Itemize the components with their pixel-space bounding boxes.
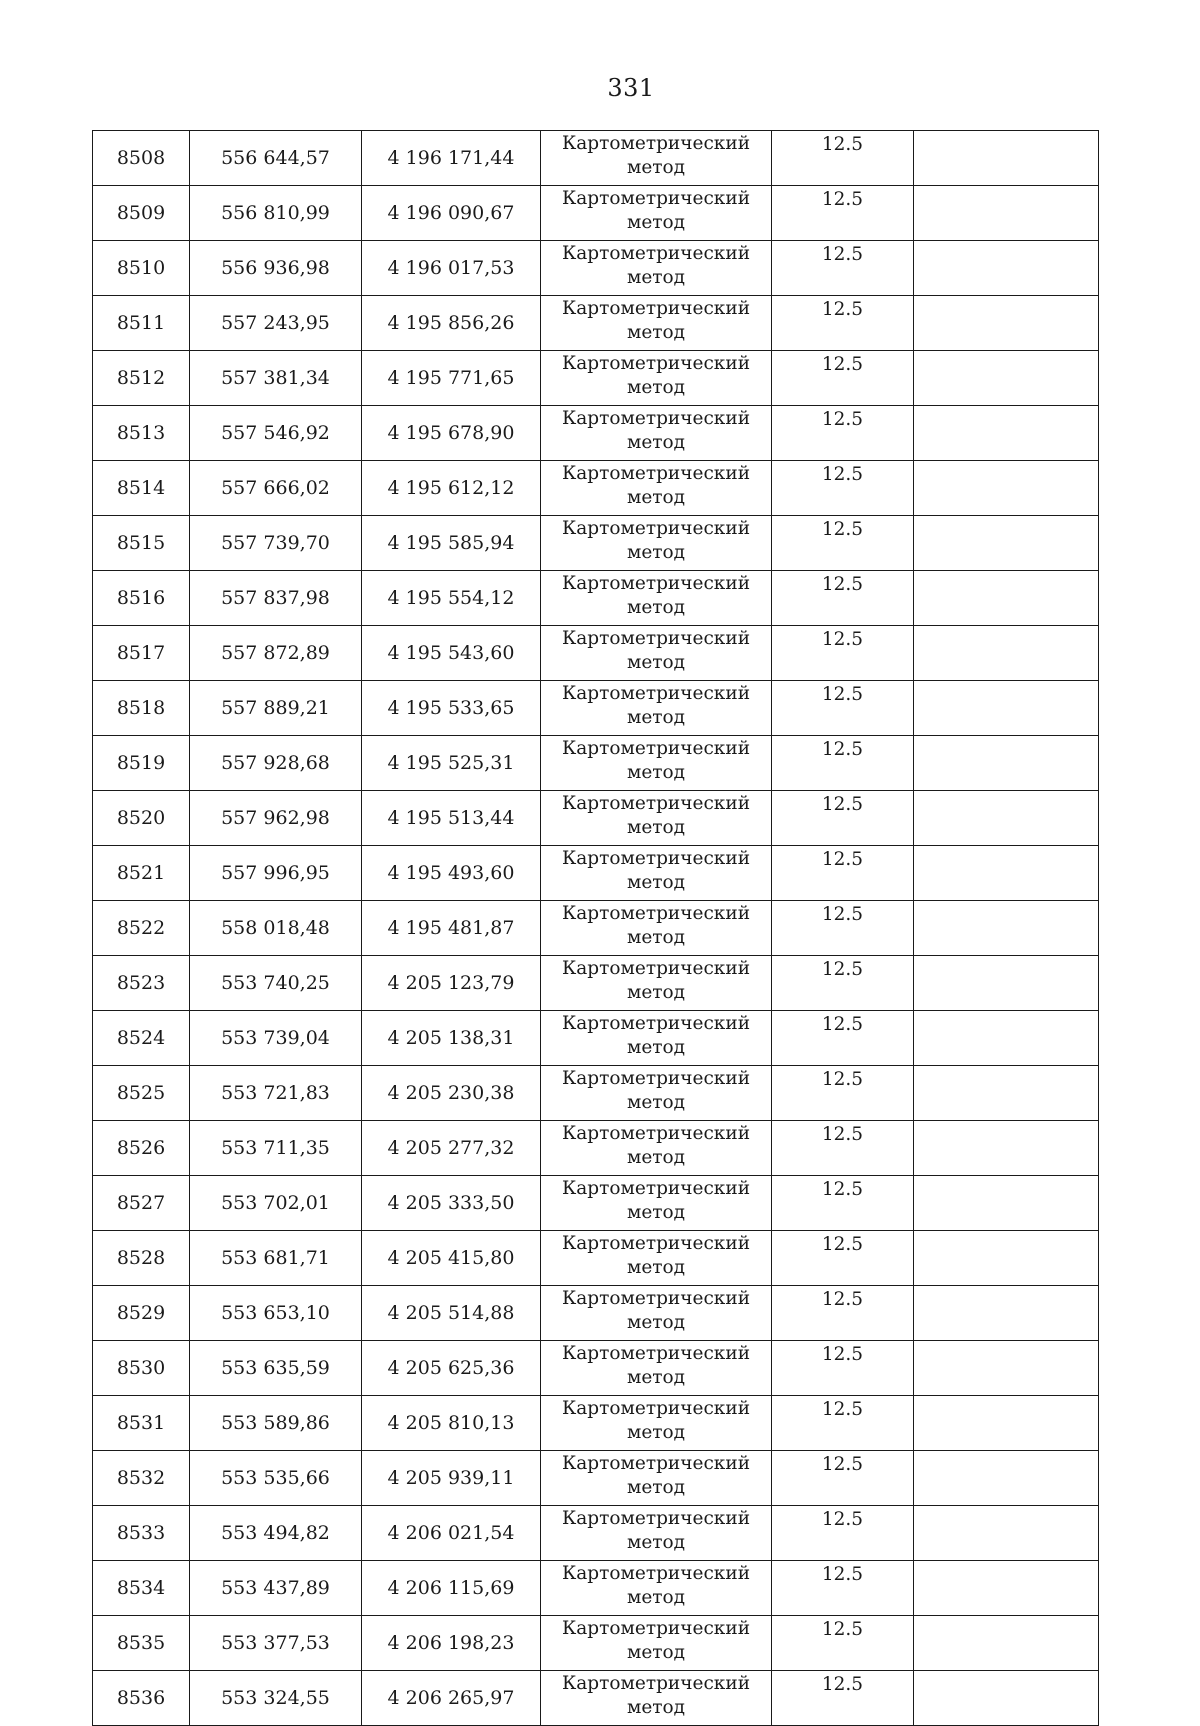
x-coordinate-cell: 557 666,02 [190, 461, 362, 516]
method-line-1: Картометрический [561, 1178, 751, 1199]
y-coordinate-cell: 4 195 493,60 [362, 846, 541, 901]
table-row [93, 1121, 1099, 1176]
note-cell [914, 1341, 1099, 1396]
x-coordinate-cell: 553 740,25 [190, 956, 362, 1011]
x-coordinate-cell: 553 535,66 [190, 1451, 362, 1506]
accuracy-cell: 12.5 [772, 846, 914, 901]
method-line-1: Картометрический [561, 628, 751, 649]
accuracy-cell: 12.5 [772, 1341, 914, 1396]
method-cell [541, 1616, 772, 1671]
method-line-2: метод [626, 267, 686, 288]
note-cell [914, 186, 1099, 241]
table-row [93, 791, 1099, 846]
x-coordinate-cell: 557 996,95 [190, 846, 362, 901]
x-coordinate-cell: 557 546,92 [190, 406, 362, 461]
method-line-1: Картометрический [561, 188, 751, 209]
method-line-1: Картометрический [561, 1508, 751, 1529]
method-line-2: метод [626, 1642, 686, 1663]
method-line-2: метод [626, 597, 686, 618]
table-row [93, 1506, 1099, 1561]
method-line-1: Картометрический [561, 518, 751, 539]
note-cell [914, 956, 1099, 1011]
table-row [93, 1451, 1099, 1506]
method-line-1: Картометрический [561, 1013, 751, 1034]
method-cell [541, 296, 772, 351]
x-coordinate-cell: 553 721,83 [190, 1066, 362, 1121]
y-coordinate-cell: 4 195 481,87 [362, 901, 541, 956]
x-coordinate-cell: 557 243,95 [190, 296, 362, 351]
method-line-2: метод [626, 872, 686, 893]
table-row [93, 846, 1099, 901]
method-cell [541, 1506, 772, 1561]
note-cell [914, 736, 1099, 791]
method-line-1: Картометрический [561, 738, 751, 759]
x-coordinate-cell: 553 494,82 [190, 1506, 362, 1561]
method-cell [541, 1451, 772, 1506]
y-coordinate-cell: 4 205 415,80 [362, 1231, 541, 1286]
method-cell [541, 846, 772, 901]
accuracy-cell: 12.5 [772, 1451, 914, 1506]
method-line-1: Картометрический [561, 1673, 751, 1694]
table-row [93, 461, 1099, 516]
x-coordinate-cell: 553 437,89 [190, 1561, 362, 1616]
point-number-cell: 8516 [93, 571, 190, 626]
coordinates-table [92, 130, 1099, 1726]
y-coordinate-cell: 4 205 138,31 [362, 1011, 541, 1066]
table-row [93, 681, 1099, 736]
method-line-2: метод [626, 212, 686, 233]
accuracy-cell: 12.5 [772, 1121, 914, 1176]
method-cell [541, 1066, 772, 1121]
method-cell [541, 461, 772, 516]
table-row [93, 736, 1099, 791]
y-coordinate-cell: 4 196 090,67 [362, 186, 541, 241]
x-coordinate-cell: 553 635,59 [190, 1341, 362, 1396]
accuracy-cell: 12.5 [772, 1616, 914, 1671]
accuracy-cell: 12.5 [772, 626, 914, 681]
y-coordinate-cell: 4 205 625,36 [362, 1341, 541, 1396]
method-cell [541, 791, 772, 846]
x-coordinate-cell: 556 644,57 [190, 131, 362, 186]
table-row [93, 406, 1099, 461]
method-line-2: метод [626, 1147, 686, 1168]
method-line-2: метод [626, 1312, 686, 1333]
method-line-1: Картометрический [561, 903, 751, 924]
page-number: 331 [607, 74, 655, 102]
x-coordinate-cell: 557 872,89 [190, 626, 362, 681]
method-cell [541, 1176, 772, 1231]
method-line-2: метод [626, 1532, 686, 1553]
method-cell [541, 241, 772, 296]
note-cell [914, 1231, 1099, 1286]
note-cell [914, 1286, 1099, 1341]
y-coordinate-cell: 4 195 513,44 [362, 791, 541, 846]
method-line-1: Картометрический [561, 1453, 751, 1474]
x-coordinate-cell: 556 936,98 [190, 241, 362, 296]
table-row [93, 131, 1099, 186]
table-row [93, 1066, 1099, 1121]
y-coordinate-cell: 4 195 856,26 [362, 296, 541, 351]
method-line-2: метод [626, 817, 686, 838]
method-cell [541, 1121, 772, 1176]
accuracy-cell: 12.5 [772, 406, 914, 461]
table-row [93, 241, 1099, 296]
note-cell [914, 791, 1099, 846]
accuracy-cell: 12.5 [772, 186, 914, 241]
y-coordinate-cell: 4 195 543,60 [362, 626, 541, 681]
y-coordinate-cell: 4 195 525,31 [362, 736, 541, 791]
accuracy-cell: 12.5 [772, 1176, 914, 1231]
y-coordinate-cell: 4 205 277,32 [362, 1121, 541, 1176]
x-coordinate-cell: 553 589,86 [190, 1396, 362, 1451]
y-coordinate-cell: 4 206 115,69 [362, 1561, 541, 1616]
accuracy-cell: 12.5 [772, 1561, 914, 1616]
x-coordinate-cell: 557 739,70 [190, 516, 362, 571]
y-coordinate-cell: 4 206 265,97 [362, 1671, 541, 1726]
x-coordinate-cell: 553 377,53 [190, 1616, 362, 1671]
table-row [93, 1671, 1099, 1726]
note-cell [914, 461, 1099, 516]
accuracy-cell: 12.5 [772, 1286, 914, 1341]
point-number-cell: 8515 [93, 516, 190, 571]
method-cell [541, 1341, 772, 1396]
table-row [93, 296, 1099, 351]
x-coordinate-cell: 553 711,35 [190, 1121, 362, 1176]
note-cell [914, 681, 1099, 736]
accuracy-cell: 12.5 [772, 131, 914, 186]
table-row [93, 901, 1099, 956]
accuracy-cell: 12.5 [772, 791, 914, 846]
x-coordinate-cell: 557 381,34 [190, 351, 362, 406]
method-cell [541, 571, 772, 626]
point-number-cell: 8532 [93, 1451, 190, 1506]
method-line-1: Картометрический [561, 683, 751, 704]
note-cell [914, 901, 1099, 956]
point-number-cell: 8511 [93, 296, 190, 351]
note-cell [914, 1011, 1099, 1066]
point-number-cell: 8535 [93, 1616, 190, 1671]
method-line-2: метод [626, 1422, 686, 1443]
point-number-cell: 8521 [93, 846, 190, 901]
point-number-cell: 8520 [93, 791, 190, 846]
method-cell [541, 1396, 772, 1451]
method-cell [541, 626, 772, 681]
method-cell [541, 901, 772, 956]
method-line-1: Картометрический [561, 1233, 751, 1254]
method-line-1: Картометрический [561, 1563, 751, 1584]
point-number-cell: 8522 [93, 901, 190, 956]
accuracy-cell: 12.5 [772, 681, 914, 736]
note-cell [914, 846, 1099, 901]
accuracy-cell: 12.5 [772, 1671, 914, 1726]
note-cell [914, 351, 1099, 406]
y-coordinate-cell: 4 206 198,23 [362, 1616, 541, 1671]
method-cell [541, 406, 772, 461]
table-row [93, 351, 1099, 406]
accuracy-cell: 12.5 [772, 1231, 914, 1286]
accuracy-cell: 12.5 [772, 516, 914, 571]
note-cell [914, 1616, 1099, 1671]
y-coordinate-cell: 4 205 514,88 [362, 1286, 541, 1341]
method-line-2: метод [626, 377, 686, 398]
point-number-cell: 8531 [93, 1396, 190, 1451]
method-cell [541, 1231, 772, 1286]
method-cell [541, 1671, 772, 1726]
table-row [93, 571, 1099, 626]
table-row [93, 626, 1099, 681]
y-coordinate-cell: 4 205 230,38 [362, 1066, 541, 1121]
accuracy-cell: 12.5 [772, 241, 914, 296]
note-cell [914, 131, 1099, 186]
note-cell [914, 1066, 1099, 1121]
note-cell [914, 626, 1099, 681]
accuracy-cell: 12.5 [772, 1011, 914, 1066]
y-coordinate-cell: 4 195 554,12 [362, 571, 541, 626]
point-number-cell: 8526 [93, 1121, 190, 1176]
x-coordinate-cell: 553 739,04 [190, 1011, 362, 1066]
table-row [93, 956, 1099, 1011]
method-line-2: метод [626, 762, 686, 783]
accuracy-cell: 12.5 [772, 296, 914, 351]
method-line-2: метод [626, 322, 686, 343]
method-line-2: метод [626, 982, 686, 1003]
method-cell [541, 956, 772, 1011]
note-cell [914, 1506, 1099, 1561]
method-line-2: метод [626, 1092, 686, 1113]
method-line-1: Картометрический [561, 1068, 751, 1089]
table-row [93, 1396, 1099, 1451]
accuracy-cell: 12.5 [772, 1506, 914, 1561]
point-number-cell: 8528 [93, 1231, 190, 1286]
x-coordinate-cell: 557 962,98 [190, 791, 362, 846]
method-cell [541, 1011, 772, 1066]
method-line-2: метод [626, 157, 686, 178]
accuracy-cell: 12.5 [772, 956, 914, 1011]
method-line-2: метод [626, 432, 686, 453]
method-line-2: метод [626, 1697, 686, 1718]
y-coordinate-cell: 4 205 123,79 [362, 956, 541, 1011]
note-cell [914, 1121, 1099, 1176]
table-row [93, 516, 1099, 571]
accuracy-cell: 12.5 [772, 461, 914, 516]
point-number-cell: 8519 [93, 736, 190, 791]
method-line-2: метод [626, 1477, 686, 1498]
point-number-cell: 8509 [93, 186, 190, 241]
note-cell [914, 1396, 1099, 1451]
method-line-2: метод [626, 1587, 686, 1608]
y-coordinate-cell: 4 206 021,54 [362, 1506, 541, 1561]
y-coordinate-cell: 4 195 678,90 [362, 406, 541, 461]
note-cell [914, 1176, 1099, 1231]
note-cell [914, 406, 1099, 461]
method-line-2: метод [626, 487, 686, 508]
method-line-1: Картометрический [561, 958, 751, 979]
x-coordinate-cell: 558 018,48 [190, 901, 362, 956]
y-coordinate-cell: 4 195 771,65 [362, 351, 541, 406]
method-line-1: Картометрический [561, 1123, 751, 1144]
y-coordinate-cell: 4 195 612,12 [362, 461, 541, 516]
table-row [93, 1231, 1099, 1286]
x-coordinate-cell: 557 837,98 [190, 571, 362, 626]
x-coordinate-cell: 553 702,01 [190, 1176, 362, 1231]
coordinates-table-body [93, 131, 1099, 1726]
accuracy-cell: 12.5 [772, 1066, 914, 1121]
y-coordinate-cell: 4 205 333,50 [362, 1176, 541, 1231]
table-row [93, 1286, 1099, 1341]
method-line-2: метод [626, 1367, 686, 1388]
note-cell [914, 516, 1099, 571]
method-line-1: Картометрический [561, 1343, 751, 1364]
point-number-cell: 8527 [93, 1176, 190, 1231]
point-number-cell: 8530 [93, 1341, 190, 1396]
method-line-2: метод [626, 652, 686, 673]
method-cell [541, 681, 772, 736]
method-line-1: Картометрический [561, 573, 751, 594]
point-number-cell: 8517 [93, 626, 190, 681]
accuracy-cell: 12.5 [772, 901, 914, 956]
method-line-2: метод [626, 542, 686, 563]
point-number-cell: 8524 [93, 1011, 190, 1066]
x-coordinate-cell: 553 681,71 [190, 1231, 362, 1286]
x-coordinate-cell: 556 810,99 [190, 186, 362, 241]
method-line-2: метод [626, 927, 686, 948]
y-coordinate-cell: 4 195 585,94 [362, 516, 541, 571]
accuracy-cell: 12.5 [772, 736, 914, 791]
y-coordinate-cell: 4 196 017,53 [362, 241, 541, 296]
table-row [93, 1341, 1099, 1396]
method-line-2: метод [626, 1257, 686, 1278]
method-line-1: Картометрический [561, 848, 751, 869]
method-line-1: Картометрический [561, 463, 751, 484]
accuracy-cell: 12.5 [772, 351, 914, 406]
y-coordinate-cell: 4 196 171,44 [362, 131, 541, 186]
x-coordinate-cell: 553 653,10 [190, 1286, 362, 1341]
table-row [93, 186, 1099, 241]
method-line-1: Картометрический [561, 353, 751, 374]
point-number-cell: 8534 [93, 1561, 190, 1616]
method-line-1: Картометрический [561, 1288, 751, 1309]
method-line-2: метод [626, 707, 686, 728]
y-coordinate-cell: 4 205 810,13 [362, 1396, 541, 1451]
method-cell [541, 186, 772, 241]
accuracy-cell: 12.5 [772, 571, 914, 626]
note-cell [914, 571, 1099, 626]
table-row [93, 1561, 1099, 1616]
x-coordinate-cell: 553 324,55 [190, 1671, 362, 1726]
table-row [93, 1616, 1099, 1671]
y-coordinate-cell: 4 195 533,65 [362, 681, 541, 736]
point-number-cell: 8518 [93, 681, 190, 736]
method-line-1: Картометрический [561, 793, 751, 814]
table-row [93, 1011, 1099, 1066]
method-cell [541, 516, 772, 571]
point-number-cell: 8514 [93, 461, 190, 516]
note-cell [914, 1451, 1099, 1506]
method-line-2: метод [626, 1037, 686, 1058]
method-cell [541, 1561, 772, 1616]
method-line-1: Картометрический [561, 1618, 751, 1639]
point-number-cell: 8536 [93, 1671, 190, 1726]
method-cell [541, 131, 772, 186]
method-cell [541, 351, 772, 406]
x-coordinate-cell: 557 928,68 [190, 736, 362, 791]
method-line-1: Картометрический [561, 1398, 751, 1419]
note-cell [914, 241, 1099, 296]
method-line-1: Картометрический [561, 243, 751, 264]
note-cell [914, 1561, 1099, 1616]
note-cell [914, 1671, 1099, 1726]
point-number-cell: 8513 [93, 406, 190, 461]
method-line-1: Картометрический [561, 408, 751, 429]
point-number-cell: 8529 [93, 1286, 190, 1341]
method-line-2: метод [626, 1202, 686, 1223]
accuracy-cell: 12.5 [772, 1396, 914, 1451]
point-number-cell: 8533 [93, 1506, 190, 1561]
point-number-cell: 8512 [93, 351, 190, 406]
y-coordinate-cell: 4 205 939,11 [362, 1451, 541, 1506]
method-line-1: Картометрический [561, 133, 751, 154]
point-number-cell: 8510 [93, 241, 190, 296]
method-line-1: Картометрический [561, 298, 751, 319]
table-row [93, 1176, 1099, 1231]
point-number-cell: 8525 [93, 1066, 190, 1121]
x-coordinate-cell: 557 889,21 [190, 681, 362, 736]
method-cell [541, 1286, 772, 1341]
method-cell [541, 736, 772, 791]
note-cell [914, 296, 1099, 351]
point-number-cell: 8508 [93, 131, 190, 186]
point-number-cell: 8523 [93, 956, 190, 1011]
